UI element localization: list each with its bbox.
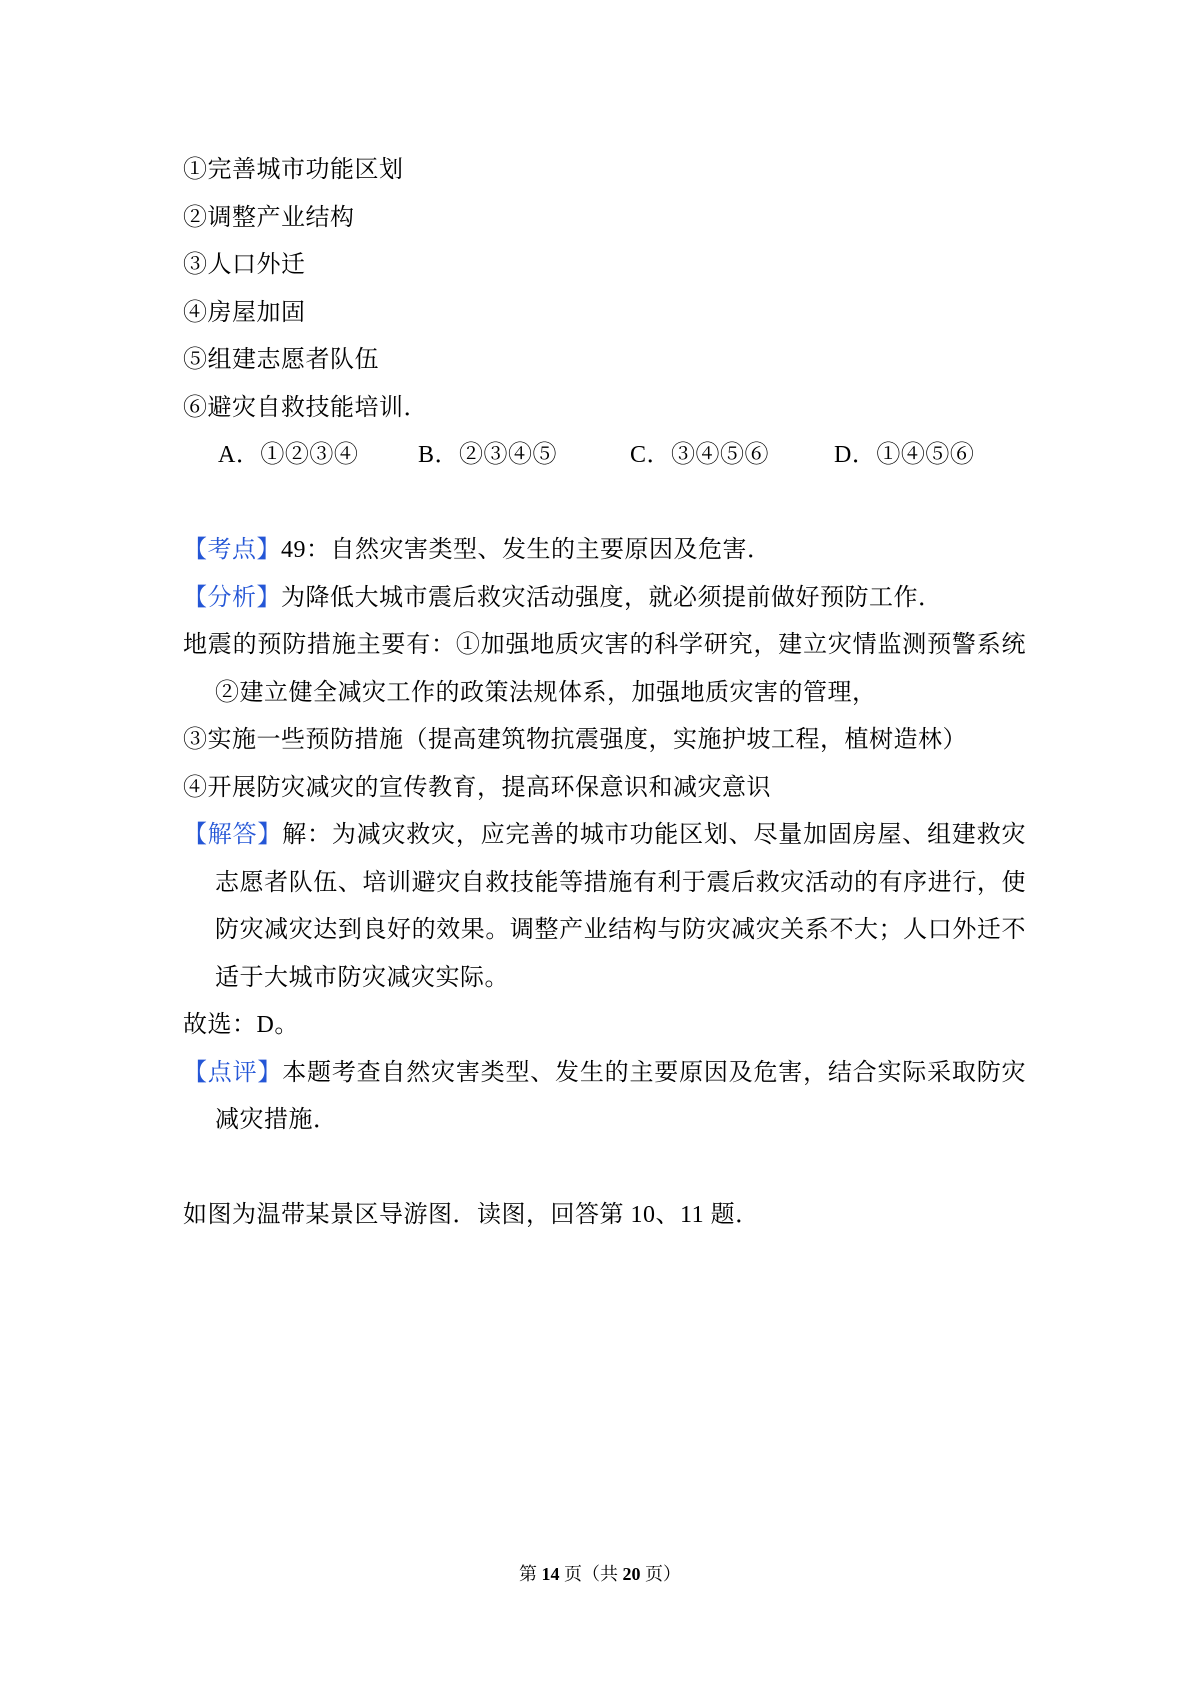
statement-5: ⑤组建志愿者队伍 [183,347,379,373]
jieda-line-1 [183,812,1026,860]
footer-total-pages: 20 [622,1564,641,1584]
statement-6: ⑥避灾自救技能培训． [183,394,428,421]
jieda-line-4: 适于大城市防灾减灾实际。 [215,964,509,991]
blank-line [183,480,1026,528]
statement-3: ③人口外迁 [183,252,306,278]
dianping-label: 【点评】 [183,1059,283,1086]
page-footer [0,1562,1200,1586]
dianping-text-1: 本题考查自然灾害类型、发生的主要原因及危害，结合实际采取防灾 [282,1059,1027,1086]
option-c: C．③④⑤⑥ [630,442,770,468]
fenxi-measure-4: ④开展防灾减灾的宣传教育，提高环保意识和减灾意识 [183,774,771,801]
statement-4: ④房屋加固 [183,299,306,326]
statement-2: ②调整产业结构 [183,204,355,231]
statement-1: ①完善城市功能区划 [183,157,404,183]
footer-middle: 页（共 [559,1564,623,1584]
page-content [183,147,1026,1240]
final-answer: 故选：D。 [183,1012,299,1038]
blank-line [183,1145,1026,1193]
option-b: B．②③④⑤ [418,442,558,468]
jieda-line-3: 防灾减灾达到良好的效果。调整产业结构与防灾减灾关系不大；人口外迁不 [215,917,1026,943]
fenxi-text: 为降低大城市震后救灾活动强度，就必须提前做好预防工作． [281,584,943,611]
kaodian-text: 49：自然灾害类型、发生的主要原因及危害． [281,537,772,563]
fenxi-label: 【分析】 [183,584,281,611]
jieda-text-1: 解：为减灾救灾，应完善的城市功能区划、尽量加固房屋、组建救灾 [282,822,1027,848]
option-d: D．①④⑤⑥ [834,442,975,468]
fenxi-measure-2: ②建立健全减灾工作的政策法规体系，加强地质灾害的管理， [215,679,877,706]
footer-prefix: 第 [519,1564,542,1584]
next-question-intro: 如图为温带某景区导游图．读图，回答第 10、11 题． [183,1202,760,1228]
option-a: A．①②③④ [218,442,359,468]
footer-suffix: 页） [640,1564,681,1584]
fenxi-line [183,575,1026,623]
kaodian-label: 【考点】 [183,537,281,563]
fenxi-measure-1: 地震的预防措施主要有：①加强地质灾害的科学研究，建立灾情监测预警系统 [183,632,1026,658]
answer-options [183,432,1026,480]
fenxi-measure-3: ③实施一些预防措施（提高建筑物抗震强度，实施护坡工程，植树造林） [183,727,967,753]
jieda-line-2: 志愿者队伍、培训避灾自救技能等措施有利于震后救灾活动的有序进行，使 [215,869,1026,896]
footer-page-number: 14 [541,1564,560,1584]
jieda-label: 【解答】 [183,822,283,848]
kaodian-line [183,527,1026,575]
dianping-line-1 [183,1050,1026,1098]
dianping-line-2: 减灾措施． [215,1107,338,1133]
